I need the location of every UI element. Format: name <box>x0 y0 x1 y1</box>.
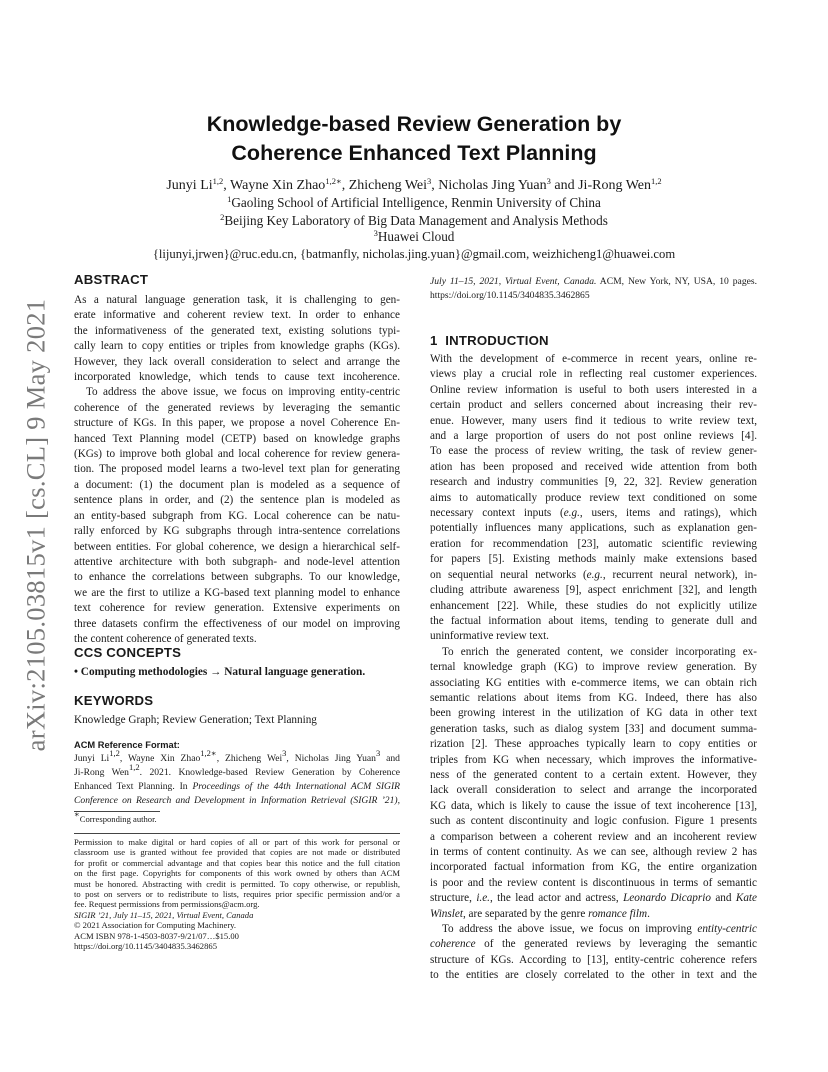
text-line: To enrich the generated content, we consider incorporating ex- <box>442 645 757 658</box>
text-line: text coherence for review generation. Extensive experiments on <box>74 602 400 615</box>
text-line: between entities. For global coherence, we design a hierarchical self- <box>74 540 400 553</box>
affiliation-text: Beijing Key Laboratory of Big Data Management and Analysis Methods <box>224 213 608 228</box>
text-line: the informativeness of the generated text, existing solutions typi- <box>74 324 400 337</box>
permission-block <box>74 837 400 951</box>
text-line: enhancement [22]. While, these studies do not explicitly utilize <box>430 599 757 612</box>
introduction-line: structure of KGs. According to [13], entity-centric coherence refers <box>430 953 757 966</box>
section-title: INTRODUCTION <box>445 333 549 348</box>
text-line: To address the above issue, we focus on improving entity-centric <box>86 386 400 399</box>
text-line: triples from KG when necessary, which improves the informative- <box>430 753 757 766</box>
affiliation-mark: 2 <box>220 212 225 222</box>
text-line: ness of the generated content to a certain extent. However, they <box>430 768 757 781</box>
abstract-body <box>74 293 400 647</box>
acm-reference-line: July 11–15, 2021, Virtual Event, Canada. ACM, New York, NY, USA, 10 pages. <box>430 276 757 287</box>
text-line: cluding attribute awareness [9], aspect enrichment [32], and length <box>430 584 757 597</box>
text-line: three datasets confirm the effectiveness of our model on improving <box>74 617 400 630</box>
ccs-subitem: Natural language generation <box>224 666 363 678</box>
acm-reference-line: Ji-Rong Wen$^{1,2}$. 2021. Knowledge-based Review Generation by Coherence <box>74 762 400 778</box>
affiliation-mark: 3 <box>373 228 378 238</box>
permission-divider <box>74 833 400 834</box>
text-line: an entity-based subgraph from KG. Local coherence can be natu- <box>74 509 400 522</box>
copyright-line: © 2021 Association for Computing Machinery. <box>74 920 237 931</box>
introduction-paragraph-1-end: uninformative review text. <box>430 630 549 643</box>
text-line: potentially influences many applications, such as explanation gen- <box>430 522 757 535</box>
text-line: views play a crucial role in reflecting real customer experiences. <box>430 368 757 381</box>
text-line: aims to automatically produce review text conditioned on some <box>430 491 757 504</box>
abstract-paragraph-1 <box>74 293 400 385</box>
text-line: classroom use is granted without fee provided that copies are not made or distributed <box>74 847 400 858</box>
arrow-icon: → <box>210 666 222 678</box>
affiliation-text: Gaoling School of Artificial Intelligence, Renmin University of China <box>231 195 601 210</box>
title-line-1: Knowledge-based Review Generation by <box>206 112 622 136</box>
introduction-line: to the entities are closely correlated to the other in text and the <box>430 969 757 982</box>
text-line: incorporated factual information from KG, the entire organization <box>430 861 757 874</box>
text-line: attentive architecture with both subgraph- and node-level attention <box>74 555 400 568</box>
text-line: rization [2]. These approaches typically learn to copy entities or <box>430 738 757 751</box>
text-line: ation has been proposed and received wide attention from both <box>430 460 757 473</box>
permission-notice <box>74 837 400 899</box>
text-line: cally learn to copy entities or triples from knowledge graphs (KGs). <box>74 340 400 353</box>
text-line: a document: (1) the document plan is modeled as a sequence of <box>74 478 400 491</box>
text-line: structure of KGs. In this paper, we propose a novel Coherence En- <box>74 417 400 430</box>
keywords-text: Knowledge Graph; Review Generation; Text Planning <box>74 714 317 726</box>
ccs-period: . <box>362 666 366 678</box>
ccs-concepts <box>74 665 404 680</box>
introduction-line: To address the above issue, we focus on improving entity-centric <box>442 923 757 936</box>
text-line: and a large proportion of users do not post online reviews [4]. <box>430 430 757 443</box>
author-name: , Zhicheng Wei <box>341 178 428 193</box>
abstract-heading: ABSTRACT <box>74 272 149 287</box>
ccs-item: Computing methodologies <box>80 666 208 678</box>
author-name: , Nicholas Jing Yuan <box>431 178 547 193</box>
affiliation-mark: 1 <box>227 194 232 204</box>
author-affiliation-mark: 1,2 <box>212 176 224 186</box>
conference-info: SIGIR ’21, July 11–15, 2021, Virtual Event, Canada <box>74 909 254 920</box>
text-line: Permission to make digital or hard copies of all or part of this work for personal or <box>74 837 400 847</box>
introduction-paragraph-1 <box>430 352 757 629</box>
text-line: enue. However, many users find it tedious to write review text, <box>430 414 757 427</box>
text-line: semantic relations about items from KG. Indeed, there has also <box>430 691 757 704</box>
bullet: • <box>74 666 78 678</box>
acm-reference <box>74 738 400 808</box>
text-line: a comparison between a coherent review and an incoherent review <box>430 830 757 843</box>
author-affiliation-mark: 3 <box>427 176 432 186</box>
text-line: With the development of e-commerce in recent years, online re- <box>430 353 757 365</box>
text-line: Online review information is useful to both users interested in a <box>430 383 757 396</box>
text-line: research and industry communities [9, 22, 32]. Review generation <box>430 476 757 489</box>
text-line: on the first page. Copyrights for components of this work owned by others than ACM <box>74 868 400 879</box>
text-line: tion. The proposed model learns a two-level text plan for generating <box>74 463 400 476</box>
text-line: for profit or commercial advantage and that copies bear this notice and the full citation <box>74 857 400 868</box>
text-line: erate informative and coherent review text. In order to enhance <box>74 309 400 322</box>
text-line: As a natural language generation task, it is challenging to gen- <box>74 294 400 306</box>
acm-reference-line: Junyi Li$^{1,2}$, Wayne Xin Zhao$^{1,2∗}$, Zhicheng Wei$^3$, Nicholas Jing Yuan$^3$ and <box>74 748 400 764</box>
footnote-divider <box>74 811 160 812</box>
affiliation-text: Huawei Cloud <box>377 229 455 244</box>
acm-reference-line: Enhanced Text Planning. In Proceedings of the 44th International ACM SIGIR <box>74 781 401 792</box>
text-line: for papers [5]. Existing methods mainly make extensions based <box>430 553 757 566</box>
text-line: on sequential neural networks (e.g., recurrent neural network), in- <box>430 568 757 581</box>
text-line: associating KG entities with e-commerce items, we can obtain rich <box>430 676 757 689</box>
title-line-2: Coherence Enhanced Text Planning <box>231 141 597 165</box>
keywords-heading: KEYWORDS <box>74 693 154 708</box>
author-affiliation-mark: 1,2∗ <box>325 176 342 186</box>
text-line: hanced Text Planning model (CETP) based on knowledge graphs <box>74 432 400 445</box>
abstract-last-line: the content coherence of generated texts. <box>74 632 257 645</box>
paper-title <box>100 110 728 168</box>
introduction-body <box>430 352 757 984</box>
section-number: 1 <box>430 333 438 348</box>
text-line: must be honored. Abstracting with credit is permitted. To copy otherwise, or republish, <box>74 878 400 889</box>
text-line: to enhance the correlations between subgraphs. To our knowledge, <box>74 571 400 584</box>
section-heading-introduction <box>430 333 549 348</box>
acm-reference-line: Conference on Research and Development in Information Retrieval (SIGIR ’21), <box>74 795 400 806</box>
footnote-text: Corresponding author. <box>79 814 157 824</box>
introduction-line: structure, i.e., the lead actor and actress, Leonardo Dicaprio and Kate <box>430 892 757 905</box>
text-line: (KGs) to improve both global and local coherence for review genera- <box>74 448 400 461</box>
footnote-mark: ∗ <box>74 809 80 819</box>
introduction-paragraph-2 <box>430 645 757 892</box>
text-line: in terms of content continuity. As we can see, although review 2 has <box>430 846 757 858</box>
text-line: However, they lack overall consideration to select and arrange the <box>74 355 400 368</box>
text-line: eration for recommendation [23], automatic scientific reviewing <box>430 537 757 550</box>
text-line: generation tasks, such as dialog system [33] and document summa- <box>430 722 757 735</box>
acm-reference-continuation <box>430 275 757 303</box>
introduction-line: Winslet, are separated by the genre romance film. <box>430 907 650 920</box>
text-line: been growing interest in the utilization of KG data in other text <box>430 707 757 720</box>
text-line: the factual information about items, tending to generate dull and <box>430 614 757 627</box>
text-line: is poor and the review content is discontinuous in terms of semantic <box>430 876 757 889</box>
text-line: we are the first to utilize a KG-based text planning model to enhance <box>74 586 400 599</box>
affiliation-3 <box>74 229 754 246</box>
abstract-paragraph-2 <box>74 385 400 632</box>
text-line: ternal knowledge graph (KG) to improve review generation. By <box>430 661 757 674</box>
text-line: sentence plans in order, and (2) the sentence plan is modeled as <box>74 494 400 507</box>
author-name: and Ji-Rong Wen <box>550 178 651 193</box>
text-line: necessary context inputs (e.g., users, items and ratings), which <box>430 507 757 520</box>
acm-reference-heading: ACM Reference Format: <box>74 740 180 750</box>
affiliation-1 <box>74 195 754 212</box>
isbn-line: ACM ISBN 978-1-4503-8037-9/21/07…$15.00 <box>74 930 239 941</box>
text-line: certain product and sellers concerned about increasing their rev- <box>430 399 757 412</box>
permission-last-line: fee. Request permissions from permissions@acm.org. <box>74 899 260 910</box>
author-emails: {lijunyi,jrwen}@ruc.edu.cn, {batmanfly, nicholas.jing.yuan}@gmail.com, weizhicheng1@huawei.com <box>152 247 676 261</box>
author-affiliation-mark: 1,2 <box>651 176 662 186</box>
text-line: KG data, which is likely to cause the issue of text incoherence [13], <box>430 799 757 812</box>
text-line: to post on servers or to redistribute to lists, requires prior specific permission and/or a <box>74 889 400 900</box>
author-name: , Wayne Xin Zhao <box>223 178 326 193</box>
arxiv-identifier: arXiv:2105.03815v1 [cs.CL] 9 May 2021 <box>20 298 51 752</box>
author-name: Junyi Li <box>166 178 213 193</box>
text-line: coherence of the generated reviews by leveraging the semantic <box>74 401 400 414</box>
ccs-heading: CCS CONCEPTS <box>74 645 182 660</box>
text-line: To ease the process of review writing, the task of review gener- <box>430 445 757 458</box>
footnote <box>74 809 157 824</box>
text-line: incorporated knowledge, which tends to cause text incoherence. <box>74 371 400 384</box>
doi-link[interactable]: https://doi.org/10.1145/3404835.3462865 <box>74 941 217 952</box>
text-line: such as content discontinuity and logic confusion. Figure 1 presents <box>430 815 757 828</box>
affiliation-2 <box>74 213 754 230</box>
text-line: rally enforced by KG subgraphs through intra-sentence correlations <box>74 525 400 538</box>
acm-reference-doi[interactable]: https://doi.org/10.1145/3404835.3462865 <box>430 290 590 301</box>
introduction-line: coherence of the generated reviews by leveraging the semantic <box>430 938 757 951</box>
text-line: lack overall consideration to select and arrange the incorporated <box>430 784 757 797</box>
author-affiliation-mark: 3 <box>546 176 551 186</box>
author-list <box>74 178 754 195</box>
